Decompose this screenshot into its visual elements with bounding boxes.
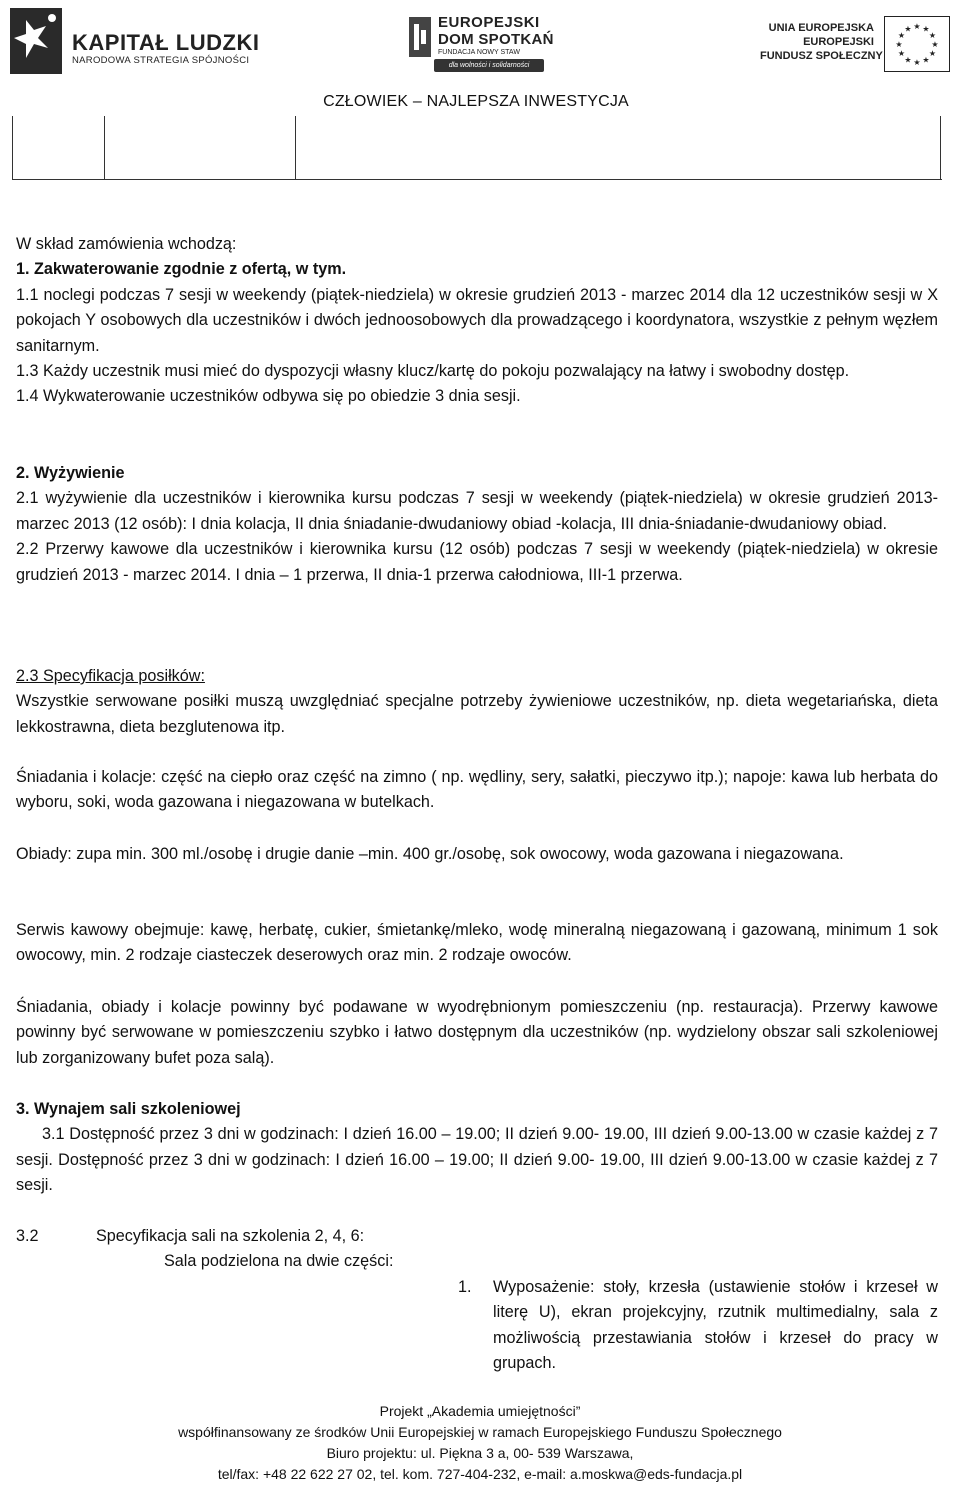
kapital-ludzki-logo xyxy=(4,4,260,78)
section-1-heading: 1. Zakwaterowanie zgodnie z ofertą, w tym. xyxy=(16,260,347,279)
paragraph-serwis-kawowy: Serwis kawowy obejmuje: kawę, herbatę, cukier, śmietankę/mleko, wodę mineralną niegazowaną i gazowaną, minimum 1 sok owocowy, min. 2 rodzaje ciasteczek deserowych oraz min. 2 rodzaje owoców. xyxy=(16,921,938,965)
eds-line2: DOM SPOTKAŃ xyxy=(438,31,554,48)
eu-line2: EUROPEJSKI xyxy=(803,36,874,48)
footer-cofinancing: współfinansowany ze środków Unii Europejskiej w ramach Europejskiego Funduszu Społecznego xyxy=(178,1424,782,1440)
item-1-3: 1.3 Każdy uczestnik musi mieć do dyspozycji własny klucz/kartę do pokoju pozwalający na łatwy i swobodny dostęp. xyxy=(16,362,850,381)
section-2-3 xyxy=(16,664,938,740)
item-3-2-number: 3.2 xyxy=(16,1227,39,1245)
section-3 xyxy=(16,1097,938,1199)
eds-line1: EUROPEJSKI xyxy=(438,14,540,31)
svg-text:★: ★ xyxy=(922,24,930,34)
svg-text:★: ★ xyxy=(922,55,930,65)
svg-text:★: ★ xyxy=(897,49,906,58)
svg-text:★: ★ xyxy=(904,24,912,34)
eds-line4: dla wolności i solidarności xyxy=(448,62,530,69)
item-2-3-text: Wszystkie serwowane posiłki muszą uwzględniać specjalne potrzeby żywieniowe uczestników, np. dieta wegetariańska, dieta lekkostrawna, dieta bezglutenowa itp. xyxy=(16,692,938,736)
footer xyxy=(0,1401,960,1485)
item-2-2: 2.2 Przerwy kawowe dla uczestników i kierownika kursu (12 osób) podczas 7 sesji w weekendy (piątek-niedziela) w okresie grudzień 2013 - marzec 2014. I dnia – 1 przerwa, II dnia-1 przerwa całodniowa, III-1 przerwa. xyxy=(16,540,938,584)
item-2-3-heading: 2.3 Specyfikacja posiłków: xyxy=(16,667,205,685)
item-3-2-subtitle: Sala podzielona na dwie części: xyxy=(164,1252,394,1270)
list-item-text: Wyposażenie: stoły, krzesła (ustawienie stołów i krzeseł w literę U), ekran projekcyjny, rzutnik multimedialny, sala z możliwością przestawiania stołów i krzeseł do pracy w grupach. xyxy=(493,1278,938,1373)
item-1-4: 1.4 Wykwaterowanie uczestników odbywa się po obiedzie 3 dnia sesji. xyxy=(16,387,521,406)
item-3-2-sub-row xyxy=(16,1249,938,1275)
section-1 xyxy=(16,232,938,410)
svg-text:★: ★ xyxy=(913,22,921,31)
kapital-ludzki-title: KAPITAŁ LUDZKI xyxy=(72,30,260,55)
header-table-line-mid2 xyxy=(295,116,296,180)
header-table-line-right xyxy=(940,116,941,180)
eu-line1: UNIA EUROPEJSKA xyxy=(768,22,874,34)
eds-line3: FUNDACJA NOWY STAW xyxy=(438,49,520,56)
svg-text:★: ★ xyxy=(928,31,937,40)
intro-text: W skład zamówienia wchodzą: xyxy=(16,235,237,253)
header-table-line-left xyxy=(12,116,13,180)
item-3-2-row xyxy=(16,1224,938,1250)
footer-contact: tel/fax: +48 22 622 27 02, tel. kom. 727-404-232, e-mail: a.moskwa@eds-fundacja.pl xyxy=(217,1466,743,1482)
item-2-1: 2.1 wyżywienie dla uczestników i kierownika kursu podczas 7 sesji w weekendy (piątek-niedziela) w okresie grudzień 2013- marzec 2013 (12 osób): I dnia kolacja, II dnia śniadanie-dwudaniowy obiad -kolacja, III dnia-śniadanie-dwudaniowy obiad. xyxy=(16,489,938,533)
item-3-1: 3.1 Dostępność przez 3 dni w godzinach: I dzień 16.00 – 19.00; II dzień 9.00- 19.00, III dzień 9.00-13.00 w czasie każdej z 7 sesji. Dostępność przez 3 dni w godzinach: I dzień 16.00 – 19.00; II dzień 9.00- 19.00, III dzień 9.00-13.00 w czasie każdej z 7 sesji. xyxy=(16,1125,938,1195)
section-2-heading: 2. Wyżywienie xyxy=(16,464,125,482)
eu-flag-icon xyxy=(884,16,950,72)
svg-text:★: ★ xyxy=(895,40,903,49)
eu-logo xyxy=(760,16,950,76)
item-3-2-list xyxy=(458,1275,938,1377)
kapital-ludzki-emblem-icon xyxy=(4,4,66,78)
header-table-line-bottom xyxy=(12,179,942,180)
footer-address: Biuro projektu: ul. Piękna 3 a, 00- 539 Warszawa, xyxy=(326,1445,634,1461)
header-table-line-mid1 xyxy=(104,116,105,180)
paragraph-obiady: Obiady: zupa min. 300 ml./osobę i drugie danie –min. 400 gr./osobę, sok owocowy, woda gazowana i niegazowana. xyxy=(16,845,844,863)
header-table xyxy=(12,116,942,180)
list-item-number: 1. xyxy=(458,1278,472,1296)
header-tagline: CZŁOWIEK – NAJLEPSZA INWESTYCJA xyxy=(323,93,629,110)
eds-logo xyxy=(408,14,554,76)
item-3-2-title: Specyfikacja sali na szkolenia 2, 4, 6: xyxy=(96,1227,365,1245)
eu-line3: FUNDUSZ SPOŁECZNY xyxy=(760,50,883,62)
svg-text:★: ★ xyxy=(904,55,912,65)
footer-project: Projekt „Akademia umiejętności” xyxy=(379,1403,581,1419)
section-2 xyxy=(16,461,938,588)
eds-emblem-icon xyxy=(408,16,432,58)
paragraph-sniadania: Śniadania i kolacje: część na ciepło oraz część na zimno ( np. wędliny, sery, sałatki, pieczywo itp.); napoje: kawa lub herbata do wyboru, soki, woda gazowana i niegazowana w butelkach. xyxy=(16,768,938,812)
item-1-1: 1.1 noclegi podczas 7 sesji w weekendy (piątek-niedziela) w okresie grudzień 2013 - marzec 2014 dla 12 uczestników sesji w X pokojach Y osobowych dla uczestników i dwóch jednoosobowych dla prowadzącego i koordynatora, wszystkie z pełnym węzłem sanitarnym. xyxy=(16,285,938,355)
eds-ribbon xyxy=(434,59,544,72)
paragraph-podawanie: Śniadania, obiady i kolacje powinny być podawane w wyodrębnionym pomieszczeniu (np. restauracja). Przerwy kawowe powinny być serwowane w pomieszczeniu szybko i łatwo dostępnym dla uczestników (np. wydzielony obszar sali szkoleniowej lub zorganizowany bufet poza salą). xyxy=(16,998,938,1067)
svg-text:★: ★ xyxy=(897,31,906,40)
svg-text:★: ★ xyxy=(913,58,921,67)
svg-text:★: ★ xyxy=(928,49,937,58)
kapital-ludzki-subtitle: NARODOWA STRATEGIA SPÓJNOŚCI xyxy=(72,55,250,66)
svg-text:★: ★ xyxy=(931,40,939,49)
section-3-heading: 3. Wynajem sali szkoleniowej xyxy=(16,1100,241,1118)
